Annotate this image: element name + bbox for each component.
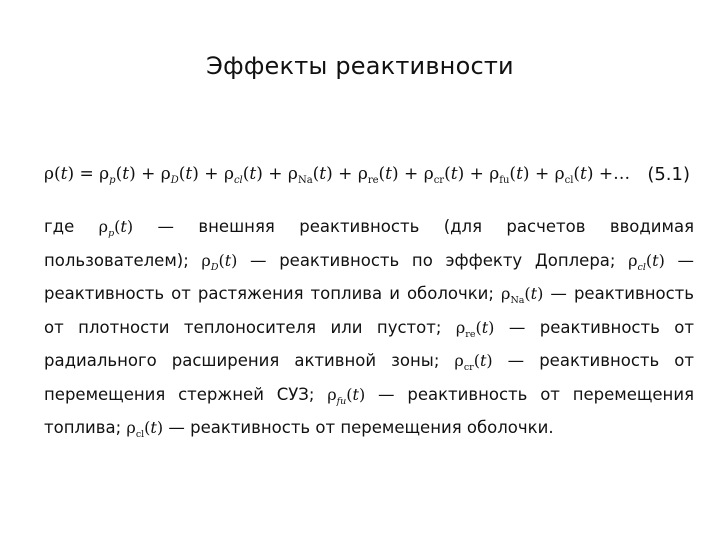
symbol-rho-fu: $\rho_{fu}(t)$ <box>327 384 366 407</box>
definition-fu: — реактивность от перемещения топлива; <box>44 384 694 437</box>
definition-cl: — реактивность от растяжения топлива и оболочки; <box>44 250 694 303</box>
intro-word: где <box>44 217 75 236</box>
equation-row <box>44 164 694 192</box>
definitions-paragraph <box>44 214 694 449</box>
symbol-rho-D: $\rho_D(t)$ <box>201 250 238 273</box>
symbol-rho-cr: $\rho_{cr}(t)$ <box>454 351 493 373</box>
symbol-rho-cl: $\rho_{cl}(t)$ <box>628 250 665 273</box>
symbol-rho-p: $\rho_p(t)$ <box>98 217 134 239</box>
definition-Na: — реактивность от плотности теплоносителя или пустот; <box>44 284 695 337</box>
equation-number: (5.1) <box>647 164 690 185</box>
slide-title: Эффекты реактивности <box>206 52 514 80</box>
definition-cr: — реактивность от перемещения стержней СУЗ; <box>44 351 695 404</box>
symbol-rho-cl-2: $\rho_{cl}(t)$ <box>126 418 164 440</box>
definition-cl-2: — реактивность от перемещения оболочки. <box>163 418 554 437</box>
symbol-rho-Na: $\rho_{Na}(t)$ <box>501 284 544 306</box>
definition-p: — внешняя реактивность (для расчетов вводимая пользователем); <box>44 217 694 270</box>
definition-D: — реактивность по эффекту Доплера; <box>237 250 629 270</box>
definition-re: — реактивность от радиального расширения активной зоны; <box>44 317 694 370</box>
symbol-rho-re: $\rho_{re}(t)$ <box>455 317 495 340</box>
reactivity-equation: $\rho(t) = \rho_p(t) + \rho_D(t) + \rho_{cl}(t) + \rho_{Na}(t) + \rho_{re}(t) + \rho_{cr}(t) + \rho_{fu}(t) + \rho_{cl}(t)$ +… <box>44 164 631 186</box>
